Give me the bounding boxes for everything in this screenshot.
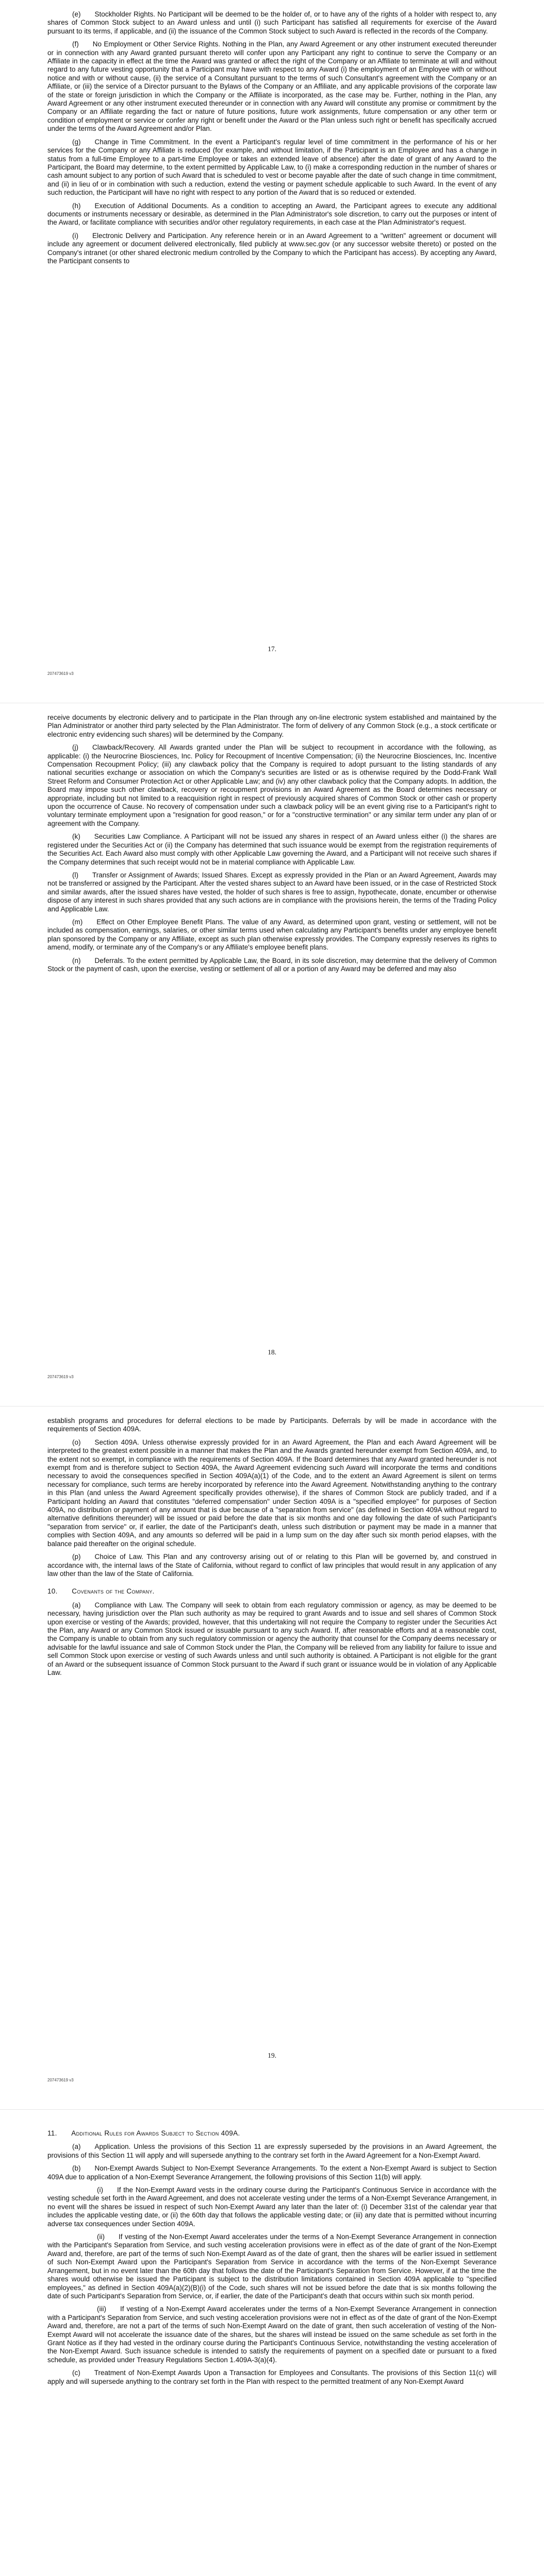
page-19 bbox=[0, 1406, 544, 2110]
document-id: 207473619 v3 bbox=[47, 1375, 74, 1379]
document-id: 207473619 v3 bbox=[47, 671, 74, 676]
paragraph-stockholder-rights: (e) Stockholder Rights. No Participant will be deemed to be the holder of, or to have any of the rights of a holder with respect to, any shares of Common Stock subject to an Award unless and until (i) such Participant has satisfied all requirements for exercise of the Award pursuant to its terms, if applicable, and (ii) the issuance of the Common Stock subject to such Award is reflected in the records of the Company. bbox=[47, 10, 497, 35]
paragraph-vesting-accelerates-in-effect: (ii) If vesting of the Non-Exempt Award accelerates under the terms of a Non-Exempt Severance Arrangement in connection with the Participant's Separation from Service, and such vesting acceleration provisions were in effect as of the date of grant of the Non-Exempt Award and, therefore, are part of the terms of such Non-Exempt Award as of the date of grant, then the shares will be earlier issued in settlement of such Non-Exempt Award upon the Participant's Separation from Service in accordance with the terms of the Non-Exempt Severance Arrangement, but in no event later than the 60th day that follows the date of the Participant's Separation from Service. However, if at the time the shares would otherwise be issued the Participant is subject to the distribution limitations contained in Section 409A applicable to "specified employees," as defined in Section 409A(a)(2)(B)(i) of the Code, such shares will not be issued before the date that is six months following the date of such Participant's Separation from Service, or, if earlier, the date of the Participant's death that occurs within such six month period. bbox=[47, 2233, 497, 2300]
paragraph-deferrals-continued: establish programs and procedures for deferral elections to be made by Participants. Deferrals by will be made in accordance with the requirements of Section 409A. bbox=[47, 1417, 497, 1433]
paragraph-effect-on-benefit-plans: (m) Effect on Other Employee Benefit Plans. The value of any Award, as determined upon grant, vesting or settlement, will not be included as compensation, earnings, salaries, or other similar terms used when calculating any Participant's benefits under any employee benefit plan sponsored by the Company or any Affiliate, except as such plan otherwise expressly provides. The Company expressly reserves its rights to amend, modify, or terminate any of the Company's or any Affiliate's employee benefit plans. bbox=[47, 918, 497, 952]
section-heading-409a-rules: 11. Additional Rules for Awards Subject to Section 409A. bbox=[47, 2129, 240, 2137]
page-20 bbox=[0, 2110, 544, 2576]
page-18 bbox=[0, 703, 544, 1406]
paragraph-non-exempt-awards: (b) Non-Exempt Awards Subject to Non-Exempt Severance Arrangements. To the extent a Non-Exempt Award is subject to Section 409A due to application of a Non-Exempt Severance Arrangement, the following provisions of this Section 11(b) will apply. bbox=[47, 2164, 497, 2181]
paragraph-change-in-time-commitment: (g) Change in Time Commitment. In the event a Participant's regular level of time commitment in the performance of his or her services for the Company or any Affiliate is reduced (for example, and without limitation, if the Participant is an Employee and has a change in status from a full-time Employee to a part-time Employee or takes an extended leave of absence) after the date of grant of any Award to the Participant, the Board may determine, to the extent permitted by Applicable Law, to (i) make a corresponding reduction in the number of shares or cash amount subject to any portion of such Award that is scheduled to vest or become payable after the date of such change in time commitment, and (ii) in lieu of or in combination with such a reduction, extend the vesting or payment schedule applicable to such Award. In the event of any such reduction, the Participant will have no right with respect to any portion of the Award that is so reduced or extended. bbox=[47, 138, 497, 197]
paragraph-additional-documents: (h) Execution of Additional Documents. As a condition to accepting an Award, the Participant agrees to execute any additional documents or instruments necessary or desirable, as determined in the Plan Administrator's sole discretion, to carry out the purposes or intent of the Award, or facilitate compliance with securities and/or other regulatory requirements, in each case at the Plan Administrator's request. bbox=[47, 201, 497, 227]
paragraph-treatment-upon-transaction: (c) Treatment of Non-Exempt Awards Upon a Transaction for Employees and Consultants. The provisions of this Section 11(c) will apply and will supersede anything to the contrary set forth in the Plan with respect to the permitted treatment of any Non-Exempt Award bbox=[47, 2369, 497, 2385]
paragraph-clawback: (j) Clawback/Recovery. All Awards granted under the Plan will be subject to recoupment in accordance with the following, as applicable: (i) the Neurocrine Biosciences, Inc. Policy for Recoupment of Incentive Compensation; (ii) the Neurocrine Biosciences, Inc. Incentive Compensation Recoupment Policy; (iii) any clawback policy that the Company is required to adopt pursuant to the listing standards of any national securities exchange or association on which the Company's securities are listed or as is otherwise required by the Dodd-Frank Wall Street Reform and Consumer Protection Act or other Applicable Law; and (iv) any other clawback policy that the Company adopts. In addition, the Board may impose such other clawback, recovery or recoupment provisions in an Award Agreement as the Board determines necessary or appropriate, including but not limited to a reacquisition right in respect of previously acquired shares of Common Stock or other cash or property upon the occurrence of Cause. No recovery of compensation under such a clawback policy will be an event giving rise to a Participant's right to voluntary terminate employment upon a "resignation for good reason," or for a "constructive termination" or any similar term under any plan of or agreement with the Company. bbox=[47, 743, 497, 827]
page-number: 19. bbox=[268, 2052, 276, 2059]
paragraph-choice-of-law: (p) Choice of Law. This Plan and any controversy arising out of or relating to this Plan will be governed by, and construed in accordance with, the internal laws of the State of California, without regard to conflict of law principles that would result in any application of any law other than the law of the State of California. bbox=[47, 1553, 497, 1578]
paragraph-electronic-delivery: (i) Electronic Delivery and Participation. Any reference herein or in an Award Agreement to a "written" agreement or document will include any agreement or document delivered electronically, filed publicly at www.sec.gov (or any successor website thereto) or posted on the Company's intranet (or other shared electronic medium controlled by the Company to which the Participant has access). By accepting any Award, the Participant consents to bbox=[47, 231, 497, 265]
paragraph-compliance-with-law: (a) Compliance with Law. The Company will seek to obtain from each regulatory commission or agency, as may be deemed to be necessary, having jurisdiction over the Plan such authority as may be required to grant Awards and to issue and sell shares of Common Stock upon exercise or vesting of the Awards; provided, however, that this undertaking will not require the Company to register under the Securities Act the Plan, any Award or any Common Stock issued or issuable pursuant to any such Award. If, after reasonable efforts and at a reasonable cost, the Company is unable to obtain from any such regulatory commission or agency the authority that counsel for the Company deems necessary or advisable for the lawful issuance and sale of Common Stock under the Plan, the Company will be relieved from any liability for failure to issue and sell Common Stock upon exercise or vesting of such Awards unless and until such authority is obtained. A Participant is not eligible for the grant of an Award or the subsequent issuance of Common Stock pursuant to the Award if such grant or issuance would be in violation of any Applicable Law. bbox=[47, 1601, 497, 1676]
page-number: 17. bbox=[268, 645, 276, 653]
section-heading-covenants: 10. Covenants of the Company. bbox=[47, 1587, 155, 1596]
paragraph-vesting-ordinary-course: (i) If the Non-Exempt Award vests in the ordinary course during the Participant's Continuous Service in accordance with the vesting schedule set forth in the Award Agreement, and does not accelerate vesting under the terms of a Non-Exempt Severance Arrangement, in no event will the shares be issued in respect of such Non-Exempt Award any later than the later of: (i) December 31st of the calendar year that includes the applicable vesting date, or (ii) the 60th day that follows the applicable vesting date; or (iii) any date that is permitted without incurring adverse tax consequences under Section 409A. bbox=[47, 2186, 497, 2228]
paragraph-vesting-accelerates-not-in-effect: (iii) If vesting of a Non-Exempt Award accelerates under the terms of a Non-Exempt Severance Arrangement in connection with a Participant's Separation from Service, and such vesting acceleration provisions were not in effect as of the date of grant of the Non-Exempt Award and, therefore, are not a part of the terms of such Non-Exempt Award on the date of grant, then such acceleration of vesting of the Non-Exempt Award will not accelerate the issuance date of the shares, but the shares will instead be issued on the same schedule as set forth in the Grant Notice as if they had vested in the ordinary course during the Participant's Continuous Service, notwithstanding the vesting acceleration of the Non-Exempt Award. Such issuance schedule is intended to satisfy the requirements of payment on a specified date or pursuant to a fixed schedule, as provided under Treasury Regulations Section 1.409A-3(a)(4). bbox=[47, 2305, 497, 2364]
paragraph-deferrals: (n) Deferrals. To the extent permitted by Applicable Law, the Board, in its sole discretion, may determine that the delivery of Common Stock or the payment of cash, upon the exercise, vesting or settlement of all or a portion of any Award may be deferred and may also bbox=[47, 956, 497, 973]
paragraph-transfer-of-awards: (l) Transfer or Assignment of Awards; Issued Shares. Except as expressly provided in the Plan or an Award Agreement, Awards may not be transferred or assigned by the Participant. After the vested shares subject to an Award have been issued, or in the case of Restricted Stock and similar awards, after the issued shares have vested, the holder of such shares is free to assign, hypothecate, donate, encumber or otherwise dispose of any interest in such shares provided that any such actions are in compliance with the provisions herein, the terms of the Trading Policy and Applicable Law. bbox=[47, 871, 497, 913]
paragraph-application: (a) Application. Unless the provisions of this Section 11 are expressly superseded by the provisions in an Award Agreement, the provisions of this Section 11 will apply and will supersede anything to the contrary set forth in the Award Agreement for a Non-Exempt Award. bbox=[47, 2143, 497, 2159]
document-id: 207473619 v3 bbox=[47, 2078, 74, 2082]
paragraph-section-409a: (o) Section 409A. Unless otherwise expressly provided for in an Award Agreement, the Plan and each Award Agreement will be interpreted to the greatest extent possible in a manner that makes the Plan and the Awards granted hereunder exempt from Section 409A, and, to the extent not so exempt, in compliance with the requirements of Section 409A. If the Board determines that any Award granted hereunder is not exempt from and is therefore subject to Section 409A, the Award Agreement evidencing such Award will incorporate the terms and conditions necessary to avoid the consequences specified in Section 409A(a)(1) of the Code, and to the extent an Award Agreement is silent on terms necessary for compliance, such terms are hereby incorporated by reference into the Award Agreement. Notwithstanding anything to the contrary in this Plan (and unless the Award Agreement specifically provides otherwise), if the shares of Common Stock are publicly traded, and if a Participant holding an Award that constitutes "deferred compensation" under Section 409A is a "specified employee" for purposes of Section 409A, no distribution or payment of any amount that is due because of a "separation from service" (as defined in Section 409A without regard to alternative definitions thereunder) will be issued or paid before the date that is six months and one day following the date of such Participant's "separation from service" or, if earlier, the date of the Participant's death, unless such distribution or payment may be made in a manner that complies with Section 409A, and any amounts so deferred will be paid in a lump sum on the day after such six month period elapses, with the balance paid thereafter on the original schedule. bbox=[47, 1438, 497, 1548]
page-17 bbox=[0, 0, 544, 703]
page-number: 18. bbox=[268, 1348, 276, 1356]
paragraph-no-employment-rights: (f) No Employment or Other Service Rights. Nothing in the Plan, any Award Agreement or any other instrument executed thereunder or in connection with any Award granted pursuant thereto will confer upon any Participant any right to continue to serve the Company or an Affiliate in the capacity in effect at the time the Award was granted or affect the right of the Company or an Affiliate to terminate at will and without regard to any future vesting opportunity that a Participant may have with respect to any Award (i) the employment of an Employee with or without notice and with or without cause, (ii) the service of a Consultant pursuant to the terms of such Consultant's agreement with the Company or an Affiliate, or (iii) the service of a Director pursuant to the Bylaws of the Company or an Affiliate, and any applicable provisions of the corporate law of the state or foreign jurisdiction in which the Company or the Affiliate is incorporated, as the case may be. Further, nothing in the Plan, any Award Agreement or any other instrument executed thereunder or in connection with any Award will constitute any promise or commitment by the Company or an Affiliate regarding the fact or nature of future positions, future work assignments, future compensation or any other term or condition of employment or service or confer any right or benefit under the Award or the Plan unless such right or benefit has specifically accrued under the terms of the Award Agreement and/or Plan. bbox=[47, 40, 497, 133]
paragraph-securities-law: (k) Securities Law Compliance. A Participant will not be issued any shares in respect of an Award unless either (i) the shares are registered under the Securities Act or (ii) the Company has determined that such issuance would be exempt from the registration requirements of the Securities Act. Each Award also must comply with other Applicable Law governing the Award, and a Participant will not receive such shares if the Company determines that such receipt would not be in material compliance with Applicable Law. bbox=[47, 833, 497, 866]
paragraph-electronic-delivery-continued: receive documents by electronic delivery and to participate in the Plan through any on-line electronic system established and maintained by the Plan Administrator or another third party selected by the Plan Administrator. The form of delivery of any Common Stock (e.g., a stock certificate or electronic entry evidencing such shares) will be determined by the Company. bbox=[47, 714, 497, 738]
